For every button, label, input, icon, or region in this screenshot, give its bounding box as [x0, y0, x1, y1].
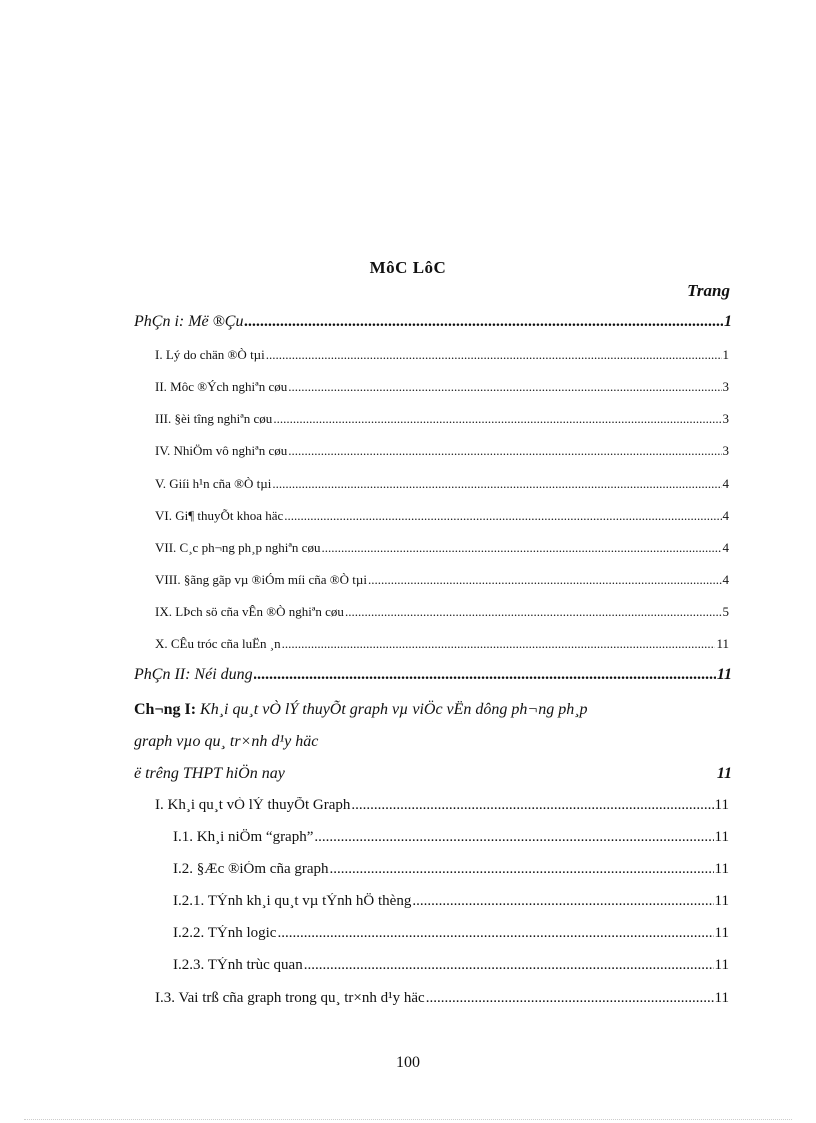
toc-entry[interactable]	[155, 476, 729, 492]
toc-entry-title: VIII. §ãng gãp vµ ®iÓm míi cña ®Ò tµi	[155, 572, 367, 587]
leader-dots	[273, 411, 721, 427]
bottom-divider	[24, 1119, 792, 1120]
toc-entry-page: 1	[724, 313, 732, 330]
toc-entry-title: I.3. Vai trß cña graph trong qu¸ tr×nh d¹y häc	[155, 990, 425, 1006]
toc-entry-page: 11	[716, 636, 729, 651]
toc-entry-page: 11	[714, 861, 729, 877]
toc-entry-page: 1	[722, 347, 729, 362]
chapter-title-line-3: ë trêng THPT hiÖn nay	[134, 765, 285, 782]
toc-entry-page: 11	[716, 765, 732, 782]
toc-entry[interactable]	[155, 990, 729, 1007]
toc-chapter-1[interactable]	[134, 694, 732, 790]
toc-entry-page: 3	[722, 379, 729, 394]
leader-dots	[412, 893, 713, 910]
toc-entry-page: 11	[714, 957, 729, 973]
toc-entry[interactable]	[155, 636, 729, 652]
leader-dots	[282, 636, 716, 652]
toc-entry-page: 3	[722, 443, 729, 458]
toc-entry-page: 5	[722, 604, 729, 619]
toc-entry-page: 11	[714, 990, 729, 1006]
toc-entry-title: PhÇn i: Më ®Çu	[134, 313, 244, 330]
toc-entry[interactable]	[155, 604, 729, 620]
toc-entry-page: 3	[722, 411, 729, 426]
toc-entry-page: 11	[714, 797, 729, 813]
leader-dots	[314, 829, 713, 846]
leader-dots	[254, 666, 716, 684]
toc-part-1[interactable]	[134, 313, 732, 331]
toc-entry-page: 4	[722, 508, 729, 523]
toc-entry-title: I.2.1. TÝnh kh¸i qu¸t vµ tÝnh hÖ thèng	[173, 893, 412, 909]
toc-entry-title: VI. Gi¶ thuyÕt khoa häc	[155, 508, 284, 523]
toc-entry[interactable]	[173, 925, 729, 942]
toc-entry-title: PhÇn II: Néi dung	[134, 666, 253, 683]
toc-entry-title: IV. NhiÖm vô nghiªn cøu	[155, 443, 288, 458]
toc-entry-title: I.2. §Æc ®iÓm cña graph	[173, 861, 329, 877]
leader-dots	[426, 990, 714, 1007]
toc-entry[interactable]	[155, 443, 729, 459]
toc-entry[interactable]	[155, 540, 729, 556]
leader-dots	[288, 443, 721, 459]
toc-entry-title: VII. C¸c ph¬ng ph¸p nghiªn cøu	[155, 540, 321, 555]
leader-dots	[304, 957, 714, 974]
toc-entry[interactable]	[173, 893, 729, 910]
toc-entry-title: I.2.2. TÝnh logic	[173, 925, 277, 941]
toc-entry-title: I. Kh¸i qu¸t vÒ lÝ thuyÕt Graph	[155, 797, 351, 813]
toc-entry-title: II. Môc ®Ých nghiªn cøu	[155, 379, 288, 394]
toc-entry-title: IX. LÞch sö cña vÊn ®Ò nghiªn cøu	[155, 604, 344, 619]
toc-part-2[interactable]	[134, 666, 732, 684]
leader-dots	[288, 379, 721, 395]
toc-entry-page: 11	[714, 925, 729, 941]
toc-entry-title: V. Giíi h¹n cña ®Ò tµi	[155, 476, 272, 491]
toc-entry[interactable]	[155, 572, 729, 588]
toc-entry-page: 11	[716, 666, 732, 683]
toc-entry-page: 4	[722, 476, 729, 491]
leader-dots	[351, 797, 713, 814]
leader-dots	[277, 925, 713, 942]
toc-entry-page: 11	[714, 829, 729, 845]
toc-entry-title: I.1. Kh¸i niÖm “graph”	[173, 829, 314, 845]
page-column-label: Trang	[687, 281, 730, 300]
toc-entry[interactable]	[173, 861, 729, 878]
leader-dots	[272, 476, 721, 492]
toc-entry[interactable]	[155, 411, 729, 427]
toc-entry-title: III. §èi tîng nghiªn cøu	[155, 411, 273, 426]
toc-entry[interactable]	[155, 347, 729, 363]
leader-dots	[345, 604, 722, 620]
leader-dots	[368, 572, 722, 588]
chapter-label: Ch¬ng I:	[134, 701, 197, 718]
toc-entry-page: 11	[714, 893, 729, 909]
toc-entry-page: 4	[722, 540, 729, 555]
leader-dots	[266, 347, 722, 363]
toc-entry[interactable]	[155, 508, 729, 524]
leader-dots	[321, 540, 721, 556]
leader-dots	[284, 508, 721, 524]
toc-entry-page: 4	[722, 572, 729, 587]
leader-dots	[244, 313, 723, 331]
chapter-title-line-2: graph vµo qu¸ tr×nh d¹y häc	[134, 733, 319, 750]
toc-entry-title: I. Lý do chän ®Ò tµi	[155, 347, 265, 362]
page-number: 100	[396, 1054, 420, 1071]
toc-entry-title: X. CÊu tróc cña luËn ¸n	[155, 636, 281, 651]
chapter-title-line-1: Kh¸i qu¸t vÒ lÝ thuyÕt graph vµ viÖc vËn dông ph¬ng ph¸p	[200, 701, 588, 718]
toc-entry[interactable]	[155, 379, 729, 395]
toc-entry[interactable]	[173, 957, 729, 974]
toc-entry[interactable]	[173, 829, 729, 846]
page-title: MôC LôC	[369, 258, 447, 277]
toc-entry[interactable]	[155, 797, 729, 814]
toc-entry-title: I.2.3. TÝnh trùc quan	[173, 957, 303, 973]
leader-dots	[330, 861, 714, 878]
